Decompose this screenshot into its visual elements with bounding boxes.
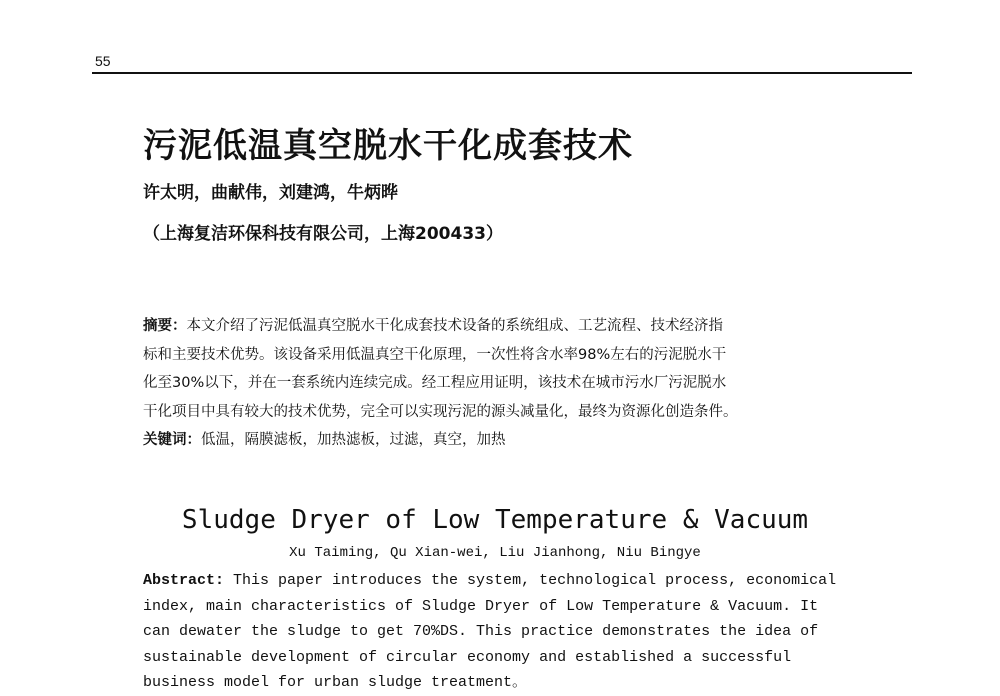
header-rule <box>92 72 912 74</box>
keywords-zh-label: 关键词： <box>143 432 201 448</box>
abstract-en-text: This paper introduces the system, technological process, economical <box>224 572 837 589</box>
abstract-en-line: business model for urban sludge treatment。 <box>143 674 528 691</box>
affiliation-zh: （上海复洁环保科技有限公司，上海200433） <box>143 224 503 244</box>
abstract-en-line: index, main characteristics of Sludge Dryer of Low Temperature & Vacuum. It <box>143 597 819 615</box>
title-zh: 污泥低温真空脱水干化成套技术 <box>143 126 633 166</box>
authors-zh: 许太明，曲献伟，刘建鸿，牛炳晔 <box>143 183 398 203</box>
abstract-en-label: Abstract: <box>143 572 225 589</box>
abstract-en <box>143 568 873 696</box>
abstract-zh-line: 化至30%以下，并在一套系统内连续完成。经工程应用证明，该技术在城市污水厂污泥脱水 <box>143 375 727 391</box>
abstract-zh-text: 本文介绍了污泥低温真空脱水干化成套技术设备的系统组成、工艺流程、技术经济指 <box>186 318 723 334</box>
abstract-zh-line: 标和主要技术优势。该设备采用低温真空干化原理，一次性将含水率98%左右的污泥脱水干 <box>143 346 727 363</box>
abstract-en-line <box>143 568 873 594</box>
title-en: Sludge Dryer of Low Temperature & Vacuum <box>181 505 809 535</box>
abstract-zh-line: 干化项目中具有较大的技术优势，完全可以实现污泥的源头减量化，最终为资源化创造条件。 <box>143 403 738 420</box>
keywords-zh <box>143 426 863 455</box>
authors-en: Xu Taiming, Qu Xian-wei, Liu Jianhong, Niu Bingye <box>289 545 701 561</box>
abstract-zh-label: 摘要： <box>143 318 187 334</box>
abstract-zh-line <box>143 312 863 341</box>
page-number: 55 <box>95 53 111 69</box>
abstract-zh <box>143 312 863 455</box>
keywords-zh-text: 低温，隔膜滤板，加热滤板，过滤，真空，加热 <box>201 432 506 448</box>
abstract-en-line: can dewater the sludge to get 70%DS. This practice demonstrates the idea of <box>143 623 819 640</box>
abstract-en-line: sustainable development of circular economy and established a successful <box>143 648 792 666</box>
